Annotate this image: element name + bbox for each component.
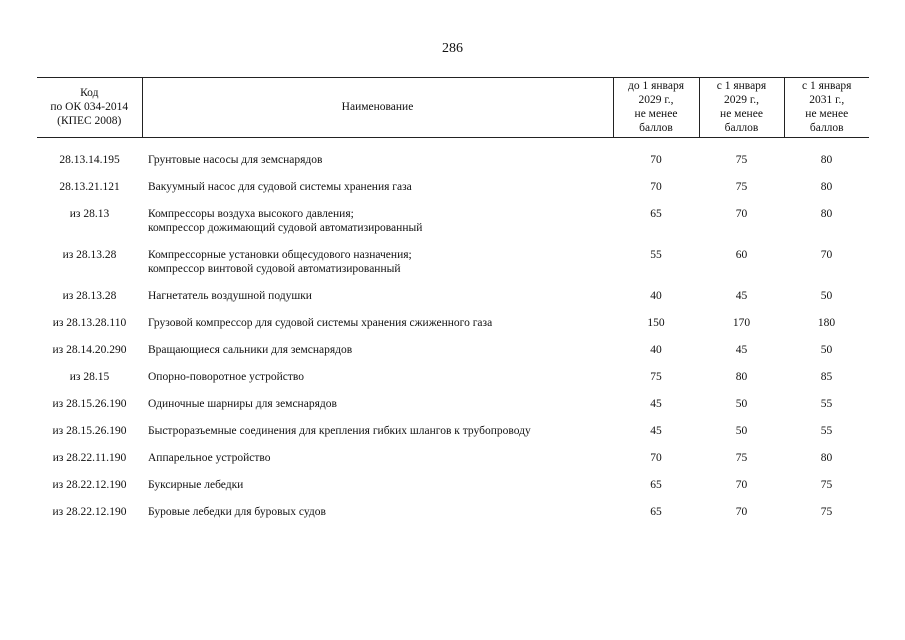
header-name [142, 78, 613, 138]
row-code: из 28.22.12.190 [52, 479, 127, 491]
row-value-v2: 70 [735, 208, 748, 220]
row-name-line: компрессор дожимающий судовой автоматизированный [148, 222, 423, 234]
row-code: из 28.13.28.110 [52, 317, 127, 329]
row-name [142, 180, 613, 207]
row-name-line: Аппарельное устройство [148, 452, 271, 464]
header-col2-line: с 1 января [716, 80, 767, 92]
table-row [37, 451, 869, 478]
row-name [142, 370, 613, 397]
row-code: 28.13.21.121 [59, 181, 120, 193]
row-name-line: Грунтовые насосы для земснарядов [148, 154, 323, 166]
row-code: из 28.22.11.190 [52, 452, 127, 464]
table-row [37, 478, 869, 505]
row-code: 28.13.14.195 [59, 154, 120, 166]
header-col2-line: 2029 г., [723, 94, 760, 106]
row-name [142, 505, 613, 532]
header-col1-line: 2029 г., [638, 94, 674, 106]
row-value-v3: 50 [820, 290, 833, 302]
table-row [37, 397, 869, 424]
row-code: из 28.13.28 [62, 290, 117, 302]
table-row [37, 180, 869, 207]
table-row [37, 248, 869, 289]
header-col3-line: с 1 января [802, 80, 852, 92]
row-value-v3: 80 [820, 452, 833, 464]
row-value-v3: 70 [820, 249, 833, 261]
row-name-line: Буровые лебедки для буровых судов [148, 506, 326, 518]
table-header-row [37, 78, 869, 138]
row-value-v2: 45 [735, 290, 748, 302]
table-row [37, 316, 869, 343]
row-name [142, 289, 613, 316]
row-name [142, 478, 613, 505]
table-row [37, 343, 869, 370]
header-col1-line: не менее [634, 108, 678, 120]
header-code-line: Код [80, 87, 99, 99]
table-row [37, 289, 869, 316]
row-value-v2: 75 [735, 452, 748, 464]
row-name-line: компрессор винтовой судовой автоматизированный [148, 263, 401, 275]
header-name-text: Наименование [341, 101, 414, 113]
row-name [142, 424, 613, 451]
row-name-line: Быстроразъемные соединения для крепления гибких шлангов к трубопроводу [148, 425, 531, 437]
row-value-v2: 70 [735, 479, 748, 491]
row-name-line: Нагнетатель воздушной подушки [148, 290, 312, 302]
row-name-line: Компрессорные установки общесудового назначения; [148, 249, 412, 261]
header-col3 [784, 78, 869, 138]
header-col1 [613, 78, 699, 138]
table-row [37, 153, 869, 180]
row-value-v2: 170 [732, 317, 751, 329]
row-value-v3: 55 [820, 425, 833, 437]
row-value-v1: 65 [650, 479, 662, 491]
row-value-v1: 75 [650, 371, 662, 383]
header-col2-line: не менее [720, 108, 763, 120]
row-name-line: Вакуумный насос для судовой системы хранения газа [148, 181, 412, 193]
row-value-v2: 75 [735, 154, 748, 166]
header-col3-line: баллов [809, 122, 844, 134]
header-code-line: (КПЕС 2008) [57, 115, 122, 127]
page-number: 286 [442, 41, 463, 56]
header-col3-line: 2031 г., [809, 94, 845, 106]
row-name-line: Одиночные шарниры для земснарядов [148, 398, 337, 410]
header-col3-line: не менее [805, 108, 849, 120]
table-spacer-row [37, 138, 869, 154]
row-value-v1: 45 [650, 398, 662, 410]
row-value-v3: 80 [820, 181, 833, 193]
row-value-v2: 80 [735, 371, 748, 383]
row-code: из 28.15.26.190 [52, 425, 127, 437]
row-value-v3: 180 [817, 317, 836, 329]
row-value-v1: 40 [650, 344, 662, 356]
row-code: из 28.15 [69, 371, 110, 383]
row-name [142, 207, 613, 248]
table-row [37, 207, 869, 248]
row-value-v1: 70 [650, 452, 662, 464]
row-value-v1: 55 [650, 249, 662, 261]
row-code: из 28.13 [69, 208, 110, 220]
row-name-line: Компрессоры воздуха высокого давления; [148, 208, 354, 220]
header-code-line: по ОК 034-2014 [50, 101, 129, 113]
header-col1-line: баллов [639, 122, 673, 134]
table-row [37, 370, 869, 397]
row-value-v1: 65 [650, 208, 662, 220]
spacer-cell [37, 138, 869, 154]
row-name-line: Буксирные лебедки [148, 479, 244, 491]
row-name [142, 397, 613, 424]
row-value-v3: 80 [820, 154, 833, 166]
row-value-v2: 70 [735, 506, 748, 518]
row-value-v2: 60 [735, 249, 748, 261]
header-col2 [699, 78, 784, 138]
row-value-v2: 50 [735, 425, 748, 437]
row-name [142, 248, 613, 289]
header-col2-line: баллов [724, 122, 759, 134]
row-value-v3: 75 [820, 479, 833, 491]
row-value-v1: 70 [650, 154, 662, 166]
row-name [142, 316, 613, 343]
table-row [37, 424, 869, 451]
row-value-v3: 85 [820, 371, 833, 383]
row-value-v3: 50 [820, 344, 833, 356]
row-value-v2: 50 [735, 398, 748, 410]
row-name [142, 153, 613, 180]
header-code [37, 78, 142, 138]
table-row [37, 505, 869, 532]
row-value-v1: 40 [650, 290, 662, 302]
row-code: из 28.15.26.190 [52, 398, 127, 410]
row-value-v1: 150 [647, 317, 665, 329]
row-value-v1: 70 [650, 181, 662, 193]
row-name [142, 343, 613, 370]
row-value-v3: 75 [820, 506, 833, 518]
row-value-v2: 75 [735, 181, 748, 193]
row-value-v1: 45 [650, 425, 662, 437]
header-col1-line: до 1 января [628, 80, 684, 92]
row-code: из 28.14.20.290 [52, 344, 127, 356]
row-code: из 28.22.12.190 [52, 506, 127, 518]
row-value-v1: 65 [650, 506, 662, 518]
row-value-v3: 55 [820, 398, 833, 410]
row-code: из 28.13.28 [62, 249, 117, 261]
row-name-line: Вращающиеся сальники для земснарядов [148, 344, 353, 356]
row-name-line: Опорно-поворотное устройство [148, 371, 305, 383]
row-value-v2: 45 [735, 344, 748, 356]
table-body [37, 138, 869, 533]
row-value-v3: 80 [820, 208, 833, 220]
row-name [142, 451, 613, 478]
row-name-line: Грузовой компрессор для судовой системы хранения сжиженного газа [148, 317, 493, 329]
requirements-table [37, 77, 869, 532]
